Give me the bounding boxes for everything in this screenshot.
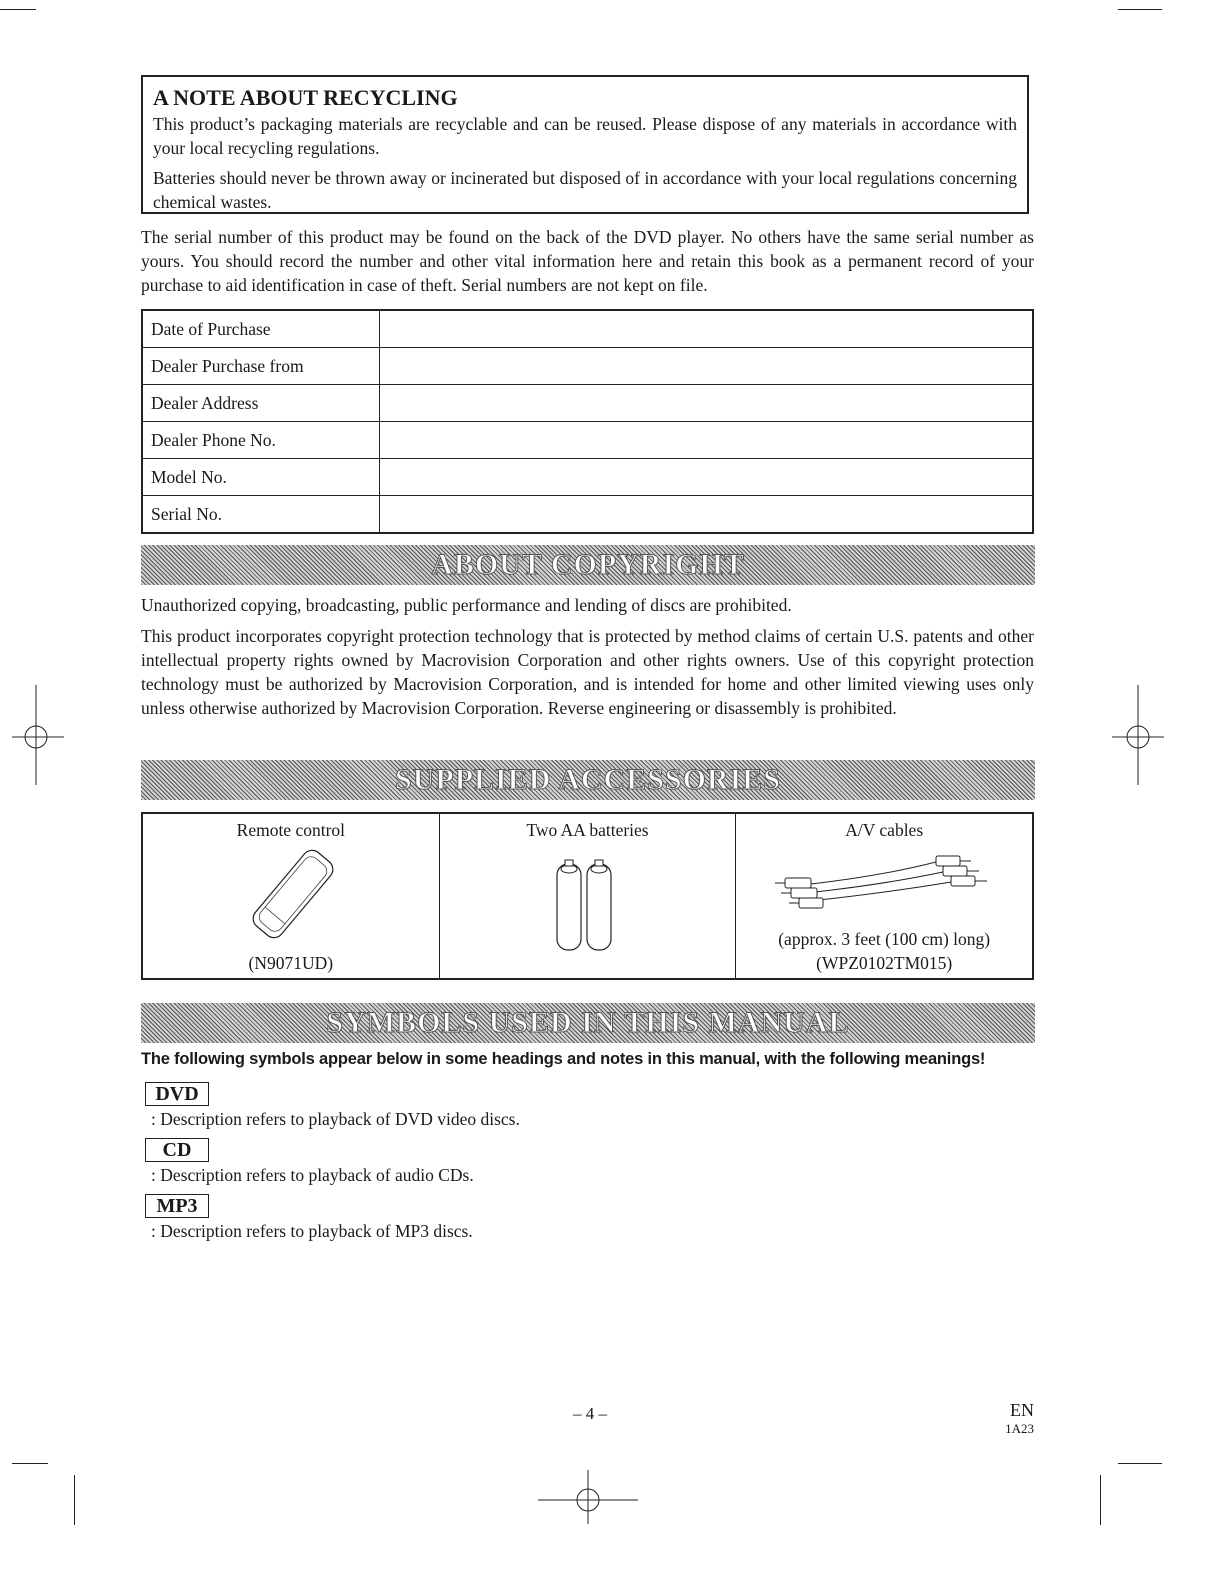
record-label: Dealer Phone No.: [142, 422, 380, 459]
accessory-code: (WPZ0102TM015): [816, 953, 953, 973]
av-cable-icon: [771, 846, 996, 926]
purchase-record-table: [141, 309, 1034, 534]
copyright-paragraph: Unauthorized copying, broadcasting, public performance and lending of discs are prohibited.: [141, 595, 792, 615]
record-field: [380, 348, 1034, 385]
accessory-title: Two AA batteries: [526, 820, 649, 840]
recycling-note-box: [141, 75, 1029, 214]
accessory-remote: [143, 814, 439, 978]
record-label: Model No.: [142, 459, 380, 496]
accessory-cables: [735, 814, 1032, 978]
crop-mark: [74, 1475, 75, 1525]
recycling-paragraph: This product’s packaging materials are recyclable and can be reused. Please dispose of any materials in accordance with your local recycling regulations.: [153, 114, 1017, 158]
remote-control-icon: [238, 844, 348, 944]
record-field: [380, 310, 1034, 348]
record-field: [380, 496, 1034, 534]
table-row: [142, 348, 1033, 385]
registration-mark-left: [10, 685, 66, 785]
section-header-symbols: [141, 1003, 1035, 1043]
accessory-batteries: [439, 814, 736, 978]
accessory-code: (N9071UD): [248, 953, 334, 973]
symbol-description: : Description refers to playback of MP3 discs.: [151, 1221, 473, 1241]
record-label: Dealer Purchase from: [142, 348, 380, 385]
symbol-description: : Description refers to playback of DVD video discs.: [151, 1109, 520, 1129]
registration-mark-bottom: [538, 1470, 638, 1530]
section-heading: SUPPLIED ACCESSORIES: [395, 763, 781, 796]
copyright-paragraph: This product incorporates copyright protection technology that is protected by method claims of certain U.S. patents and other intellectual property rights owned by Macrovision Corporation and other rights owners. Use of this copyright protection technology must be authorized by Macrovision Corporation, and is intended for home and other limited viewing uses only unless otherwise authorized by Macrovision Corporation. Reverse engineering or disassembly is prohibited.: [141, 626, 1034, 718]
accessory-title: Remote control: [236, 820, 346, 840]
dvd-badge: DVD: [145, 1082, 209, 1106]
battery-icon: [552, 858, 622, 954]
accessory-title: A/V cables: [845, 820, 924, 840]
serial-number-note: The serial number of this product may be found on the back of the DVD player. No others have the same serial number as yours. You should record the number and other vital information here and retain this book as a permanent record of your purchase to aid identification in case of theft. Serial numbers are not kept on file.: [141, 227, 1034, 295]
crop-mark: [1118, 9, 1162, 10]
record-label: Dealer Address: [142, 385, 380, 422]
section-heading: SYMBOLS USED IN THIS MANUAL: [326, 1006, 850, 1039]
page-number: – 4 –: [573, 1404, 607, 1423]
recycling-title: A NOTE ABOUT RECYCLING: [153, 85, 458, 110]
registration-mark-right: [1110, 685, 1166, 785]
record-field: [380, 459, 1034, 496]
section-header-accessories: [141, 760, 1035, 800]
record-field: [380, 422, 1034, 459]
table-row: [142, 496, 1033, 534]
record-field: [380, 385, 1034, 422]
crop-mark: [12, 1463, 48, 1464]
table-row: [142, 459, 1033, 496]
crop-mark: [0, 9, 36, 10]
document-code: 1A23: [1005, 1421, 1034, 1436]
section-header-copyright: [141, 545, 1035, 585]
crop-mark: [1100, 1475, 1101, 1525]
language-code: EN: [1010, 1400, 1034, 1420]
symbol-description: : Description refers to playback of audio CDs.: [151, 1165, 474, 1185]
mp3-badge: MP3: [145, 1194, 209, 1218]
table-row: [142, 422, 1033, 459]
crop-mark: [1118, 1463, 1162, 1464]
section-heading: ABOUT COPYRIGHT: [431, 548, 745, 581]
recycling-paragraph: Batteries should never be thrown away or incinerated but disposed of in accordance with your local regulations concerning chemical wastes.: [153, 168, 1017, 212]
accessories-table: [141, 812, 1034, 980]
record-label: Serial No.: [142, 496, 380, 534]
record-label: Date of Purchase: [142, 310, 380, 348]
table-row: [142, 310, 1033, 348]
cd-badge: CD: [145, 1138, 209, 1162]
symbols-intro: The following symbols appear below in some headings and notes in this manual, with the following meanings!: [141, 1050, 986, 1068]
table-row: [142, 385, 1033, 422]
accessory-note: (approx. 3 feet (100 cm) long): [778, 929, 991, 949]
